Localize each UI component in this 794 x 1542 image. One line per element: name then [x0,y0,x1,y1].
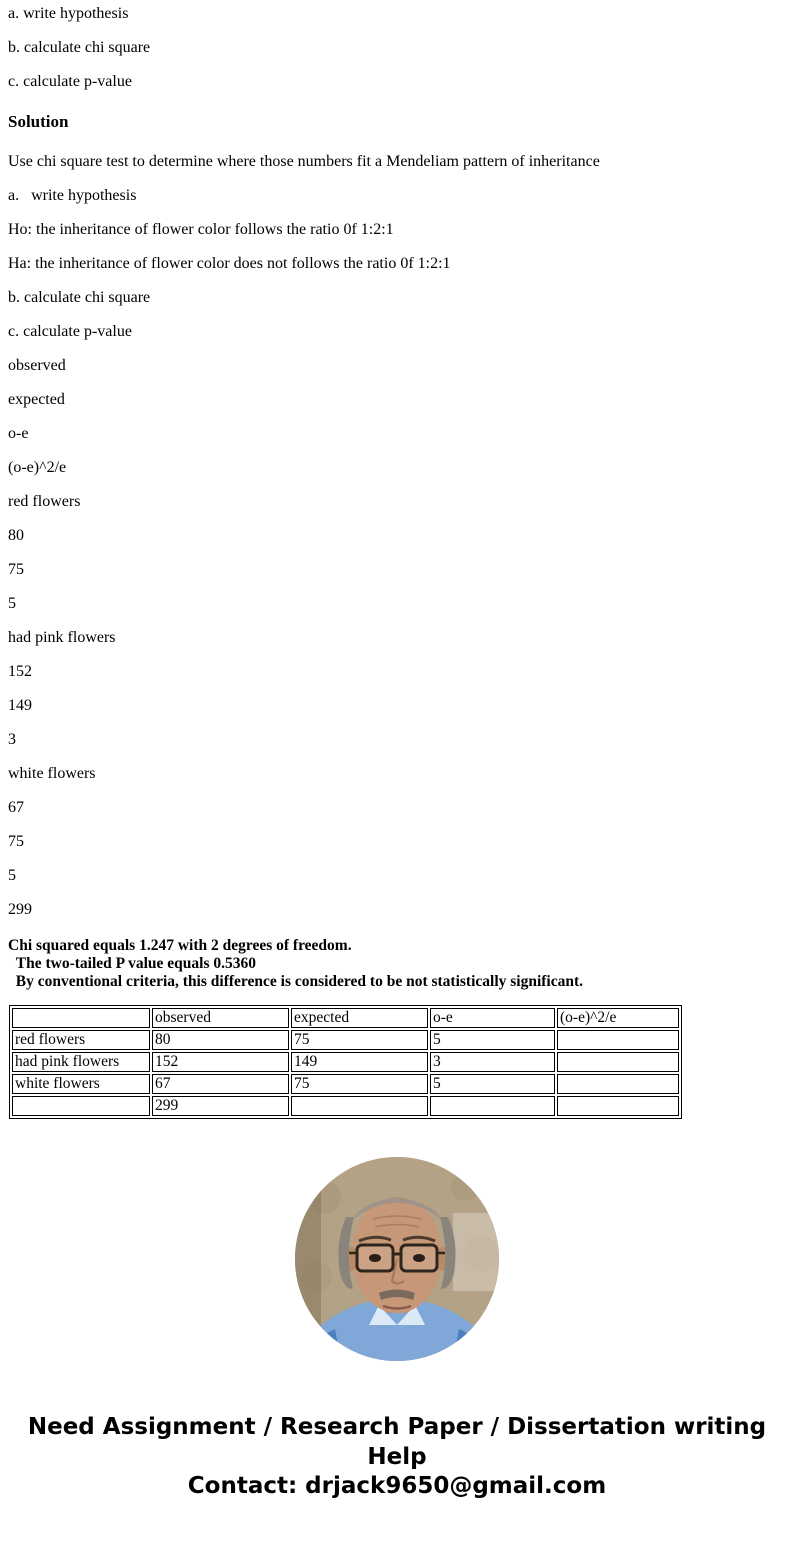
solution-paragraph: 149 [8,697,32,714]
result-line: The two-tailed P value equals 0.5360 [8,955,257,972]
table-cell [430,1096,555,1116]
table-header-cell [12,1008,150,1028]
table-cell: 3 [430,1052,555,1072]
solution-heading: Solution [8,112,69,131]
solution-paragraph: Use chi square test to determine where those numbers fit a Mendeliam pattern of inheritance [8,153,600,170]
intro-line: c. calculate p-value [8,73,132,90]
intro-lines [8,5,786,91]
table-row [12,1030,679,1050]
intro-line: a. write hypothesis [8,5,129,22]
solution-paragraph: 299 [8,901,32,918]
table-cell: white flowers [12,1074,150,1094]
table-cell: 5 [430,1030,555,1050]
solution-paragraph: 67 [8,799,24,816]
chi-square-table-body [12,1008,679,1116]
table-cell: 75 [291,1074,428,1094]
solution-paragraph: c. calculate p-value [8,323,132,340]
solution-paragraph: o-e [8,425,29,442]
solution-paragraph: (o-e)^2/e [8,459,67,476]
table-cell: 80 [152,1030,289,1050]
table-cell: red flowers [12,1030,150,1050]
table-header-cell: o-e [430,1008,555,1028]
person-portrait-icon [295,1157,499,1361]
solution-paragraph: a. write hypothesis [8,187,137,204]
table-cell [557,1074,679,1094]
solution-paragraph: 3 [8,731,16,748]
solution-paragraph: expected [8,391,65,408]
table-cell: had pink flowers [12,1052,150,1072]
table-cell [12,1096,150,1116]
table-cell: 5 [430,1074,555,1094]
table-cell: 67 [152,1074,289,1094]
table-header-cell: (o-e)^2/e [557,1008,679,1028]
table-cell: 152 [152,1052,289,1072]
chi-square-table [9,1005,682,1119]
solution-paragraph: 80 [8,527,24,544]
chi-square-result-block [8,937,786,991]
result-line: By conventional criteria, this difference is considered to be not statistically significant. [8,973,584,990]
intro-line: b. calculate chi square [8,39,151,56]
solution-paragraph: 152 [8,663,32,680]
table-cell [291,1096,428,1116]
solution-paragraph: 5 [8,867,16,884]
table-cell: 75 [291,1030,428,1050]
table-cell [557,1096,679,1116]
help-banner-heading: Need Assignment / Research Paper / Dissertation writing Help [27,1414,767,1470]
table-header-cell: expected [291,1008,428,1028]
solution-paragraph: 75 [8,833,24,850]
result-line: Chi squared equals 1.247 with 2 degrees of freedom. [8,937,352,954]
table-header-row [12,1008,679,1028]
contact-email: Contact: drjack9650@gmail.com [187,1473,607,1499]
table-row [12,1052,679,1072]
solution-paragraph: Ha: the inheritance of flower color does not follows the ratio 0f 1:2:1 [8,255,451,272]
table-row [12,1074,679,1094]
table-cell [557,1030,679,1050]
tutor-photo [295,1157,499,1361]
solution-paragraph: had pink flowers [8,629,116,646]
solution-paragraph: observed [8,357,66,374]
solution-paragraphs [8,153,786,919]
solution-paragraph: red flowers [8,493,81,510]
table-cell: 149 [291,1052,428,1072]
table-row [12,1096,679,1116]
table-header-cell: observed [152,1008,289,1028]
help-banner [8,1413,786,1502]
solution-paragraph: white flowers [8,765,96,782]
solution-paragraph: 75 [8,561,24,578]
solution-paragraph: Ho: the inheritance of flower color follows the ratio 0f 1:2:1 [8,221,394,238]
table-cell: 299 [152,1096,289,1116]
solution-paragraph: 5 [8,595,16,612]
table-cell [557,1052,679,1072]
solution-paragraph: b. calculate chi square [8,289,151,306]
